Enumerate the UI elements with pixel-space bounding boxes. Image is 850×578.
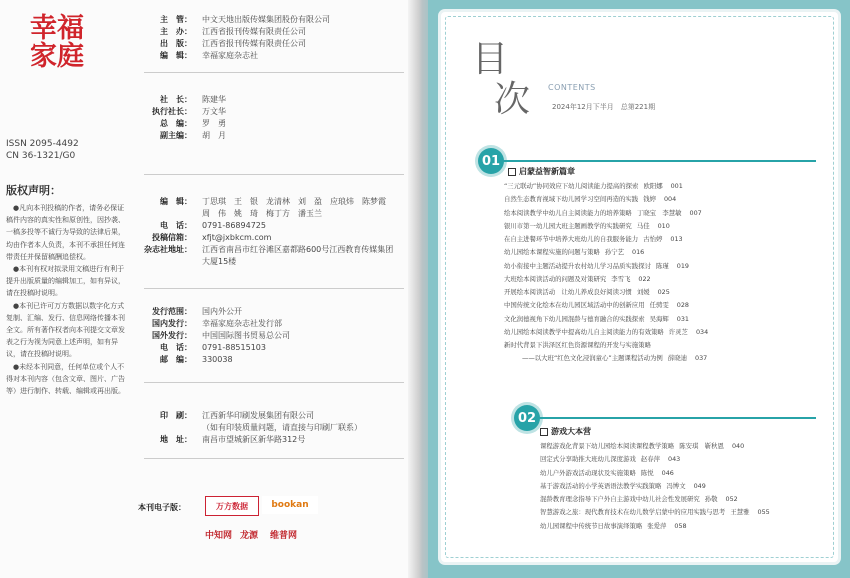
entry-title: 绘本阅读教学中幼儿自主阅读能力的培养策略: [504, 208, 632, 217]
entry-author: 任骋雯: [649, 301, 669, 310]
toc-entry[interactable]: [504, 246, 708, 259]
section-number-01: 01: [478, 148, 504, 174]
printing-block: [144, 410, 362, 446]
toc-title-char1: 目: [472, 39, 509, 80]
info-row: [144, 422, 362, 434]
info-row: [144, 50, 330, 62]
info-row: [144, 410, 362, 422]
toc-entry[interactable]: [504, 273, 708, 286]
toc-entry[interactable]: [540, 506, 770, 519]
info-row: [144, 130, 226, 142]
info-key: 总 编：: [160, 119, 192, 128]
info-key: 电 话：: [160, 221, 192, 230]
cnki-logo: 中知网: [205, 531, 233, 541]
entry-author: 许灵芝: [668, 327, 688, 336]
issn-block: [6, 138, 79, 162]
entry-page: 058: [674, 521, 687, 530]
entry-title: 大班绘本阅读活动的问题及对策研究: [504, 274, 607, 283]
divider: [144, 72, 404, 73]
info-value: 幸福家庭杂志社发行部: [202, 319, 282, 328]
info-key: 社 长：: [160, 95, 192, 104]
info-value: 江西省报刊传媒有限责任公司: [202, 39, 306, 48]
info-value: 国内外公开: [202, 307, 242, 316]
entry-title: ——以大班“红色文化浸润童心”主题课程活动为例: [522, 354, 663, 363]
toc-entry[interactable]: [504, 286, 708, 299]
entry-author: 古怡婷: [643, 235, 663, 243]
info-key: 国内发行：: [152, 319, 192, 328]
toc-entry[interactable]: [504, 260, 708, 273]
entry-page: 025: [657, 288, 670, 296]
entry-page: 028: [676, 301, 689, 310]
info-row: [144, 38, 330, 50]
info-row: [144, 256, 393, 268]
section-title-text: 游戏大本营: [551, 427, 591, 436]
issue-info: 2024年12月下半月 总第221期: [552, 103, 656, 111]
entry-author: 钱婷: [643, 195, 656, 204]
divider: [144, 288, 404, 289]
entry-author: 马佳: [636, 221, 650, 230]
info-key: 杂志社地址：: [144, 245, 192, 254]
entry-title: 回定式分享助推大班幼儿深度游戏: [540, 455, 636, 464]
info-row: [144, 318, 290, 330]
entry-page: 031: [676, 314, 689, 323]
section-rule: [536, 417, 816, 419]
entry-title: 幼儿园课程中传统节日故事演绎策略: [540, 521, 643, 530]
toc-title: [472, 40, 530, 120]
entry-title: “三元联动”协同效应下幼儿阅读能力提高的探索: [504, 182, 639, 190]
checkbox-icon: [540, 428, 548, 436]
info-value: 江西新华印刷发展集团有限公司: [202, 411, 314, 420]
entry-author: 刘媛: [636, 288, 650, 296]
info-row: [144, 94, 226, 106]
info-row: [144, 14, 330, 26]
toc-entry[interactable]: [504, 233, 708, 246]
issn-number: ISSN 2095-4492: [6, 139, 79, 149]
entry-page: 001: [670, 182, 683, 190]
info-row: [144, 244, 393, 256]
toc-title-char2: 次: [494, 79, 531, 120]
entry-page: 004: [663, 195, 677, 204]
divider: [144, 174, 404, 175]
toc-entry[interactable]: [540, 480, 770, 493]
publisher-block: [144, 14, 330, 62]
entry-page: 010: [657, 221, 670, 230]
section-title-text: 启蒙益智新篇章: [519, 167, 575, 176]
entry-title: 智慧游戏之旅：现代教育技术在幼儿数学启蒙中的应用实践与思考: [540, 508, 726, 517]
entry-title: 混龄教育理念指导下户外自主游戏中幼儿社会性发展研究: [540, 495, 700, 503]
info-value: 万文华: [202, 107, 226, 116]
entry-page: 040: [731, 442, 745, 450]
info-key: 投稿信箱：: [152, 233, 192, 242]
entry-author: 孙宁艺: [604, 248, 625, 257]
entry-author: 吴海辉: [649, 314, 669, 323]
info-key: 国外发行：: [152, 331, 192, 340]
toc-entry[interactable]: [504, 207, 708, 220]
info-value: 丁思琪 王 银 龙清林 刘 盈 应琅炜 陈梦霞: [202, 197, 386, 206]
info-row: [144, 232, 393, 244]
postcode: 330038: [202, 355, 233, 364]
info-key: 出 版：: [160, 39, 192, 48]
info-key: 编 辑：: [160, 51, 192, 60]
entry-page: 046: [661, 468, 674, 477]
info-key: 编 辑：: [160, 197, 192, 206]
entry-page: 016: [632, 248, 645, 257]
checkbox-icon: [508, 168, 516, 176]
info-key: 副主编：: [160, 131, 192, 140]
info-key: 主 办：: [160, 27, 192, 36]
entry-page: 034: [695, 327, 709, 336]
entry-title: 幼儿园绘本课程实施的问题与策略: [504, 248, 600, 257]
entry-title: 银川市第一幼儿园大班主题画教学的实践研究: [504, 221, 632, 230]
entry-title: 在自主进餐环节中培养大班幼儿的自我服务能力: [504, 235, 639, 243]
entry-author: 孙敬: [704, 495, 718, 503]
info-key: [144, 422, 192, 434]
toc-entry[interactable]: [504, 299, 708, 312]
entry-author: 薛晓迪: [667, 354, 687, 363]
address-cont: 大厦15楼: [202, 257, 237, 266]
entry-author: 张爱萍: [647, 521, 667, 530]
entry-title: 课程游戏化背景下幼儿园绘本阅读课程教学策略: [540, 442, 675, 450]
entry-page: 049: [693, 481, 706, 490]
entry-title: 基于游戏活动的小学英语语法教学实践策略: [540, 481, 662, 490]
divider: [144, 382, 404, 383]
phone-number: 0791-88515103: [202, 343, 266, 352]
section-rule: [500, 160, 816, 162]
entry-title: 自然生态教育视域下幼儿园学习空间再造的实践: [504, 195, 639, 204]
info-row: [144, 26, 330, 38]
bookan-logo: bookan: [262, 496, 318, 514]
copyright-body: [6, 202, 131, 397]
editors-contact-block: [144, 196, 393, 268]
toc-entry[interactable]: [504, 339, 708, 352]
info-key: 地 址：: [160, 435, 192, 444]
longyuan-logo: 龙源: [240, 531, 259, 541]
info-row: [144, 118, 226, 130]
info-row: [144, 106, 226, 118]
section-title-02: [540, 426, 591, 437]
info-value: （如有印装质量问题，请直接与印刷厂联系）: [202, 423, 362, 432]
entry-author: 李雪飞: [611, 274, 631, 283]
info-value: 南昌市望城新区新华路312号: [202, 435, 306, 444]
section-number-02: 02: [514, 405, 540, 431]
info-row: [144, 196, 393, 208]
entry-author: 王慧雅: [730, 508, 750, 517]
copyright-paragraph: ●本刊已许可万方数据以数字化方式复制、汇编、发行、信息网络传播本刊全文。所有著作权者向本刊提交文章发表之行为视为同意上述声明，如有异议，请在投稿时说明。: [6, 301, 125, 359]
toc-entry[interactable]: [504, 352, 708, 365]
entry-title: 幼小衔接中主题活动提升农村幼儿学习品质实践探讨: [504, 261, 651, 270]
address: 江西省南昌市红谷滩区嘉都路600号江西教育传媒集团: [202, 245, 394, 254]
entry-author: 丁晓宝 李慧敏: [636, 208, 682, 217]
toc-entry[interactable]: [504, 193, 708, 206]
copyright-paragraph: ●本刊有权对拟录用文稿进行有利于提升出版质量的编辑加工，如有异议，请在投稿时说明。: [6, 265, 125, 298]
electronic-edition-label: 本刊电子版：: [138, 503, 186, 512]
toc-entry[interactable]: [540, 493, 770, 506]
copyright-paragraph: ●未经本刊同意，任何单位或个人不得对本刊内容（包含文章、图片、广告等）进行制作、转载、编辑或再出版。: [6, 362, 125, 396]
toc-entry[interactable]: [540, 453, 770, 466]
toc-entry[interactable]: [504, 313, 708, 326]
entry-page: 037: [695, 354, 708, 363]
phone-number: 0791-86894725: [202, 221, 266, 230]
entry-author: 赵春萍: [640, 455, 661, 464]
section-title-01: [508, 166, 575, 177]
info-row: [144, 306, 290, 318]
entry-page: 022: [638, 274, 651, 283]
entry-author: 陈安琪 靳秋恩: [679, 442, 724, 450]
contents-label: CONTENTS: [548, 83, 596, 92]
info-row: [144, 434, 362, 446]
info-value: 周 伟 姚 琦 梅丁方 潘玉兰: [202, 209, 322, 218]
info-value: 胡 月: [202, 131, 226, 140]
entry-title: 幼儿户外游戏活动现状及实施策略: [540, 468, 636, 477]
toc-entry[interactable]: [504, 180, 708, 193]
entry-author: 陈瑾: [655, 261, 669, 270]
entry-page: 007: [689, 208, 702, 217]
info-key: 发行范围：: [152, 307, 192, 316]
info-value: 罗 勇: [202, 119, 226, 128]
entry-author: 陈悦: [640, 468, 654, 477]
entry-title: 文化润德视角下幼儿园混龄与德育融合的实践探索: [504, 314, 645, 323]
info-value: 中国国际图书贸易总公司: [202, 331, 290, 340]
entry-title: 中国传统文化绘本在幼儿园区域活动中的创新应用: [504, 301, 645, 310]
toc-entry[interactable]: [504, 326, 708, 339]
distribution-block: [144, 306, 290, 366]
toc-entry[interactable]: [540, 520, 770, 533]
info-row: [144, 354, 290, 366]
toc-entry[interactable]: [540, 467, 770, 480]
entry-page: 055: [757, 508, 770, 517]
info-value: 中文天地出版传媒集团股份有限公司: [202, 15, 330, 24]
toc-entry[interactable]: [540, 440, 770, 453]
info-key: 印 刷：: [160, 411, 192, 420]
info-row: [144, 208, 393, 220]
info-row: [144, 342, 290, 354]
divider: [144, 458, 404, 459]
magazine-logo-line2: 家庭: [30, 41, 84, 72]
magazine-logo: [30, 15, 84, 71]
wanfang-logo: 万方数据: [205, 496, 259, 516]
info-key: 主 管：: [160, 15, 192, 24]
entry-page: 043: [668, 455, 681, 464]
entry-title: 新时代背景下洪泽区红色资源课程的开发与实施策略: [504, 341, 651, 349]
entry-author: 冯博文: [666, 481, 686, 490]
copyright-paragraph: ●凡向本刊投稿的作者，请务必保证稿件内容的真实性和原创性，因抄袭、一稿多投等不诚行为导致的法律后果，均由作者本人负责，本刊不承担任何连带责任并保留稿酬追偿权。: [6, 204, 125, 261]
info-value: 幸福家庭杂志社: [202, 51, 258, 60]
info-value: 江西省报刊传媒有限责任公司: [202, 27, 306, 36]
entry-title: 开展绘本阅读活动 让幼儿养成良好阅读习惯: [504, 288, 632, 296]
toc-entry[interactable]: [504, 220, 708, 233]
email-address: xfjt@jxbkcm.com: [202, 233, 272, 242]
info-value: 陈建华: [202, 95, 226, 104]
entry-title: 幼儿园绘本阅读教学中提高幼儿自主阅读能力的有效策略: [504, 327, 664, 336]
toc-list-section-01: [504, 180, 708, 366]
copyright-title: 版权声明：: [6, 184, 61, 197]
toc-list-section-02: [540, 440, 770, 533]
info-key: [144, 256, 192, 268]
cn-number: CN 36-1321/G0: [6, 151, 76, 161]
editorial-leaders-block: [144, 94, 226, 142]
info-key: 执行社长：: [152, 107, 192, 116]
entry-page: 013: [670, 235, 683, 243]
info-key: 邮 编：: [160, 355, 192, 364]
vip-logo: 维普网: [270, 531, 298, 541]
entry-page: 052: [725, 495, 738, 503]
entry-page: 019: [676, 261, 689, 270]
info-row: [144, 330, 290, 342]
info-key: 电 话：: [160, 343, 192, 352]
info-row: [144, 220, 393, 232]
info-key: [144, 208, 192, 220]
entry-author: 欧阳娜: [643, 182, 663, 190]
magazine-logo-line1: 幸福: [30, 13, 84, 44]
